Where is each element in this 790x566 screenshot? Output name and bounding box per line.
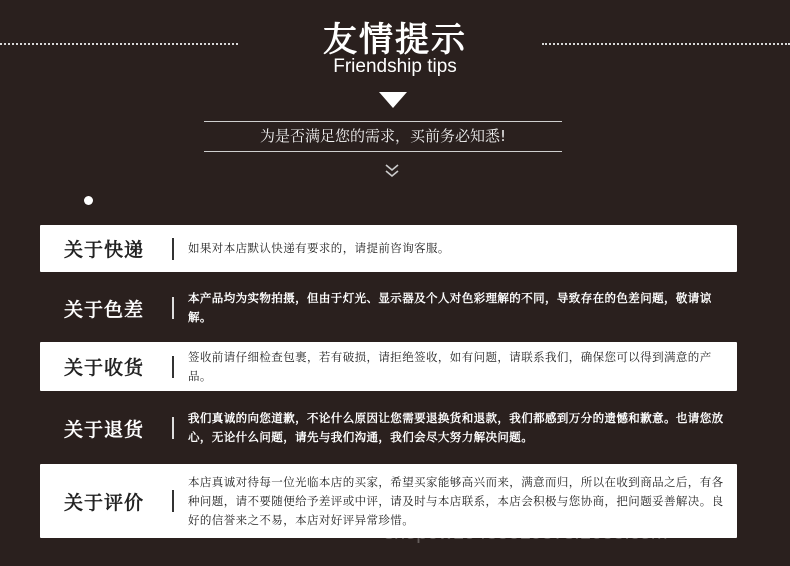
subtitle-rule-top [204, 121, 562, 122]
shop-watermark: shop0w1048501957s.1688.com [384, 522, 668, 544]
tip-text: 如果对本店默认快递有要求的，请提前咨询客服。 [188, 241, 450, 255]
tip-label: 关于退货 [64, 418, 145, 441]
tip-text: 签收前请仔细检查包裹，若有破损，请拒绝签收，如有问题，请联系我们，确保您可以得到满意的产品。 [188, 349, 712, 383]
page-subtitle-english: Friendship tips [333, 56, 457, 77]
tip-label: 关于评价 [64, 491, 145, 514]
double-chevron-down-icon [381, 162, 403, 180]
separator-bar [172, 297, 174, 319]
notice-subtitle: 为是否满足您的需求，买前务必知悉! [259, 127, 506, 145]
separator-bar [172, 238, 174, 260]
separator-bar [172, 490, 174, 512]
separator-bar [172, 417, 174, 439]
subtitle-rule-bottom [204, 151, 562, 152]
bullet-dot-icon [84, 196, 93, 205]
tip-row-color-difference [40, 284, 737, 332]
tip-label: 关于收货 [64, 357, 145, 379]
tip-text: 我们真诚的向您道歉，不论什么原因让您需要退换货和退款，我们都感到万分的遗憾和歉意。也请您放心，无论什么问题，请先与我们沟通，我们会尽大努力解决问题。 [188, 411, 724, 444]
separator-bar [172, 356, 174, 378]
down-triangle-icon [379, 92, 407, 108]
tip-row-returns [40, 403, 737, 453]
tip-text: 本店真诚对待每一位光临本店的买家，希望买家能够高兴而来，满意而归，所以在收到商品之后，有各种问题，请不要随便给予差评或中评，请及时与本店联系，本店会积极与您协商，把问题妥善解决。良好的信誉来之不易，本店对好评异常珍惜。 [188, 474, 724, 527]
tip-row-express [40, 225, 737, 272]
tip-text: 本产品均为实物拍摄，但由于灯光、显示器及个人对色彩理解的不同，导致存在的色差问题，敬请谅解。 [188, 291, 712, 324]
tip-label: 关于色差 [64, 298, 145, 321]
tip-label: 关于快递 [64, 239, 145, 261]
tip-row-receipt [40, 342, 737, 391]
page-title: 友情提示 [323, 20, 467, 60]
